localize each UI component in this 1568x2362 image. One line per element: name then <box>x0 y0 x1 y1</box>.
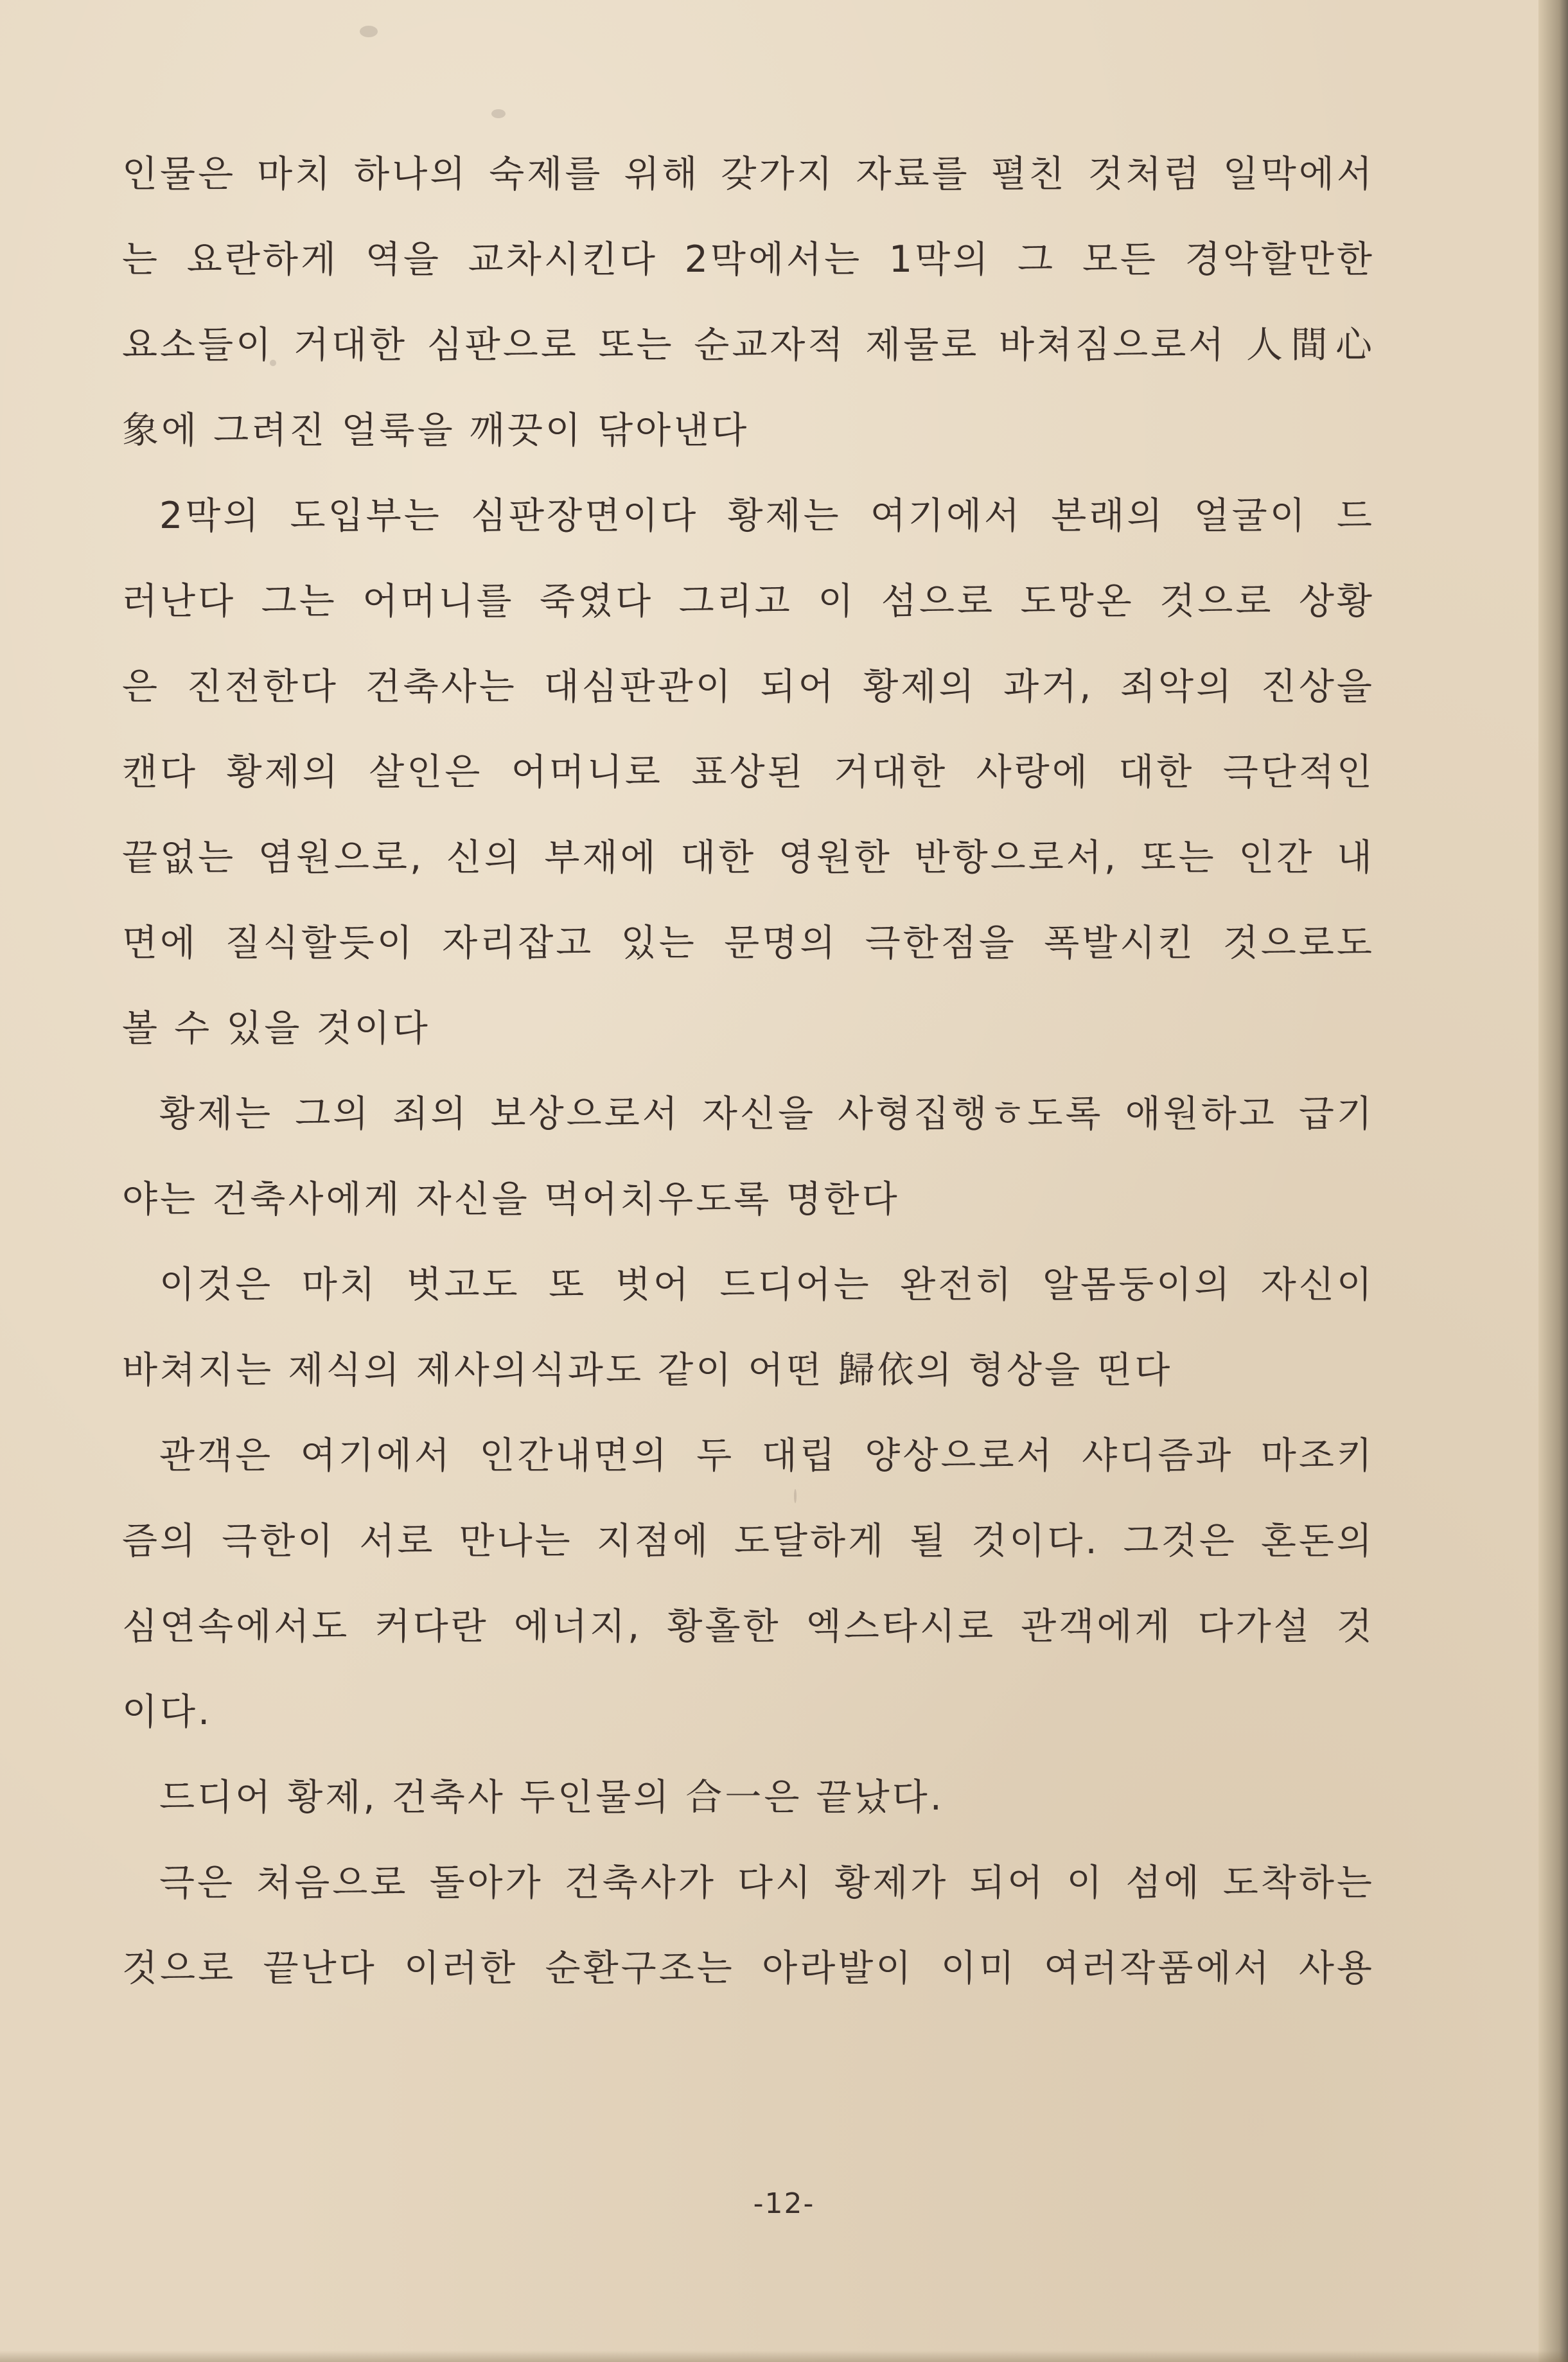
paper-smudge <box>491 109 506 118</box>
body-text <box>122 132 1375 2011</box>
text-line: 은 진전한다 건축사는 대심판관이 되어 황제의 과거, 죄악의 진상을 <box>122 665 1375 708</box>
text-line: 즘의 극한이 서로 만나는 지점에 도달하게 될 것이다. 그것은 혼돈의 <box>122 1520 1375 1562</box>
text-line: 것으로 끝난다 이러한 순환구조는 아라발이 이미 여러작품에서 사용 <box>122 1947 1375 1989</box>
text-line: 황제는 그의 죄의 보상으로서 자신을 사형집행ㅎ도록 애원하고 급기 <box>159 1093 1375 1135</box>
text-line: 관객은 여기에서 인간내면의 두 대립 양상으로서 샤디즘과 마조키 <box>159 1434 1375 1477</box>
text-line: 인물은 마치 하나의 숙제를 위해 갖가지 자료를 펼친 것처럼 일막에서 <box>122 153 1375 195</box>
text-line: 2막의 도입부는 심판장면이다 황제는 여기에서 본래의 얼굴이 드 <box>159 495 1375 537</box>
paper-smudge <box>360 26 378 37</box>
text-line: 끝없는 염원으로, 신의 부재에 대한 영원한 반항으로서, 또는 인간 내 <box>122 836 1375 879</box>
page-edge-shadow <box>1538 0 1568 2362</box>
text-line: 극은 처음으로 돌아가 건축사가 다시 황제가 되어 이 섬에 도착하는 <box>159 1862 1375 1904</box>
text-line: 는 요란하게 역을 교차시킨다 2막에서는 1막의 그 모든 경악할만한 <box>122 238 1375 281</box>
text-line: 바쳐지는 제식의 제사의식과도 같이 어떤 歸依의 형상을 띤다 <box>122 1349 1173 1391</box>
text-line: 이것은 마치 벗고도 또 벗어 드디어는 완전히 알몸둥이의 자신이 <box>159 1264 1375 1306</box>
text-line: 심연속에서도 커다란 에너지, 황홀한 엑스타시로 관객에게 다가설 것 <box>122 1605 1375 1648</box>
page-bottom-shadow <box>0 2350 1568 2362</box>
text-line: 드디어 황제, 건축사 두인물의 合一은 끝났다. <box>159 1776 944 1819</box>
text-line: 볼 수 있을 것이다 <box>122 1007 430 1050</box>
text-line: 요소들이 거대한 심판으로 또는 순교자적 제물로 바쳐짐으로서 人間心 <box>122 324 1375 366</box>
text-line: 야는 건축사에게 자신을 먹어치우도록 명한다 <box>122 1178 900 1221</box>
text-line: 이다. <box>122 1691 213 1733</box>
text-line: 러난다 그는 어머니를 죽였다 그리고 이 섬으로 도망온 것으로 상황 <box>122 580 1375 622</box>
text-line: 象에 그려진 얼룩을 깨끗이 닦아낸다 <box>122 409 750 452</box>
text-line: 면에 질식할듯이 자리잡고 있는 문명의 극한점을 폭발시킨 것으로도 <box>122 922 1375 964</box>
text-line: 캔다 황제의 살인은 어머니로 표상된 거대한 사랑에 대한 극단적인 <box>122 751 1375 793</box>
page-number: -12- <box>753 2187 815 2220</box>
